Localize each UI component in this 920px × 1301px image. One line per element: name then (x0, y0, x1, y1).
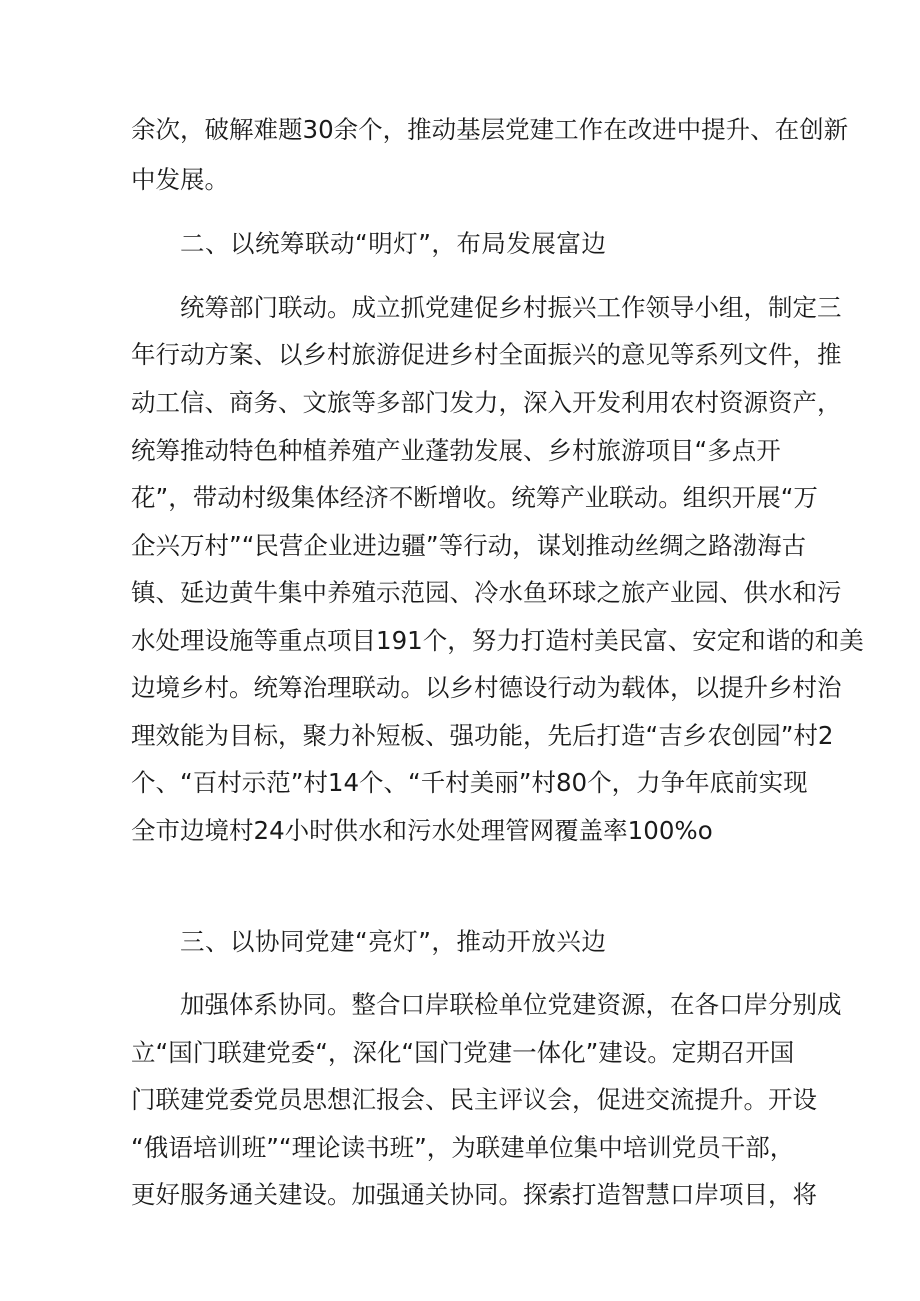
paragraph-line: 边境乡村。统筹治理联动。以乡村德设行动为载体，以提升乡村治 (131, 673, 842, 702)
paragraph-line: 个、“百村示范”村14个、“千村美丽”村80个，力争年底前实现 (131, 768, 808, 797)
paragraph-line: 门联建党委党员思想汇报会、民主评议会，促进交流提升。开设 (131, 1085, 817, 1114)
paragraph-line: 镇、延边黄牛集中养殖示范园、冷水鱼环球之旅产业园、供水和污 (131, 578, 842, 607)
section-heading-2: 二、以统筹联动“明灯”，布局发展富边 (180, 229, 607, 258)
paragraph-line: 加强体系协同。整合口岸联检单位党建资源，在各口岸分别成 (180, 990, 842, 1019)
paragraph-line: 更好服务通关建设。加强通关协同。探索打造智慧口岸项目，将 (131, 1180, 817, 1209)
paragraph-line: 全市边境村24小时供水和污水处理管网覆盖率100%o (131, 816, 713, 845)
paragraph-line: 中发展。 (131, 165, 229, 194)
paragraph-line: 年行动方案、以乡村旅游促进乡村全面振兴的意见等系列文件，推 (131, 340, 842, 369)
paragraph-line: 统筹部门联动。成立抓党建促乡村振兴工作领导小组，制定三 (180, 293, 842, 322)
paragraph-line: 理效能为目标，聚力补短板、强功能，先后打造“吉乡农创园”村2 (131, 721, 834, 750)
paragraph-line: 动工信、商务、文旅等多部门发力，深入开发利用农村资源资产， (131, 388, 842, 417)
paragraph-line: “俄语培训班”“理论读书班”，为联建单位集中培训党员干部， (131, 1133, 795, 1162)
paragraph-line: 水处理设施等重点项目191个，努力打造村美民富、安定和谐的和美 (131, 626, 864, 655)
paragraph-line: 统筹推动特色种植养殖产业蓬勃发展、乡村旅游项目“多点开 (131, 436, 781, 465)
paragraph-line: 立“国门联建党委“，深化“国门党建一体化”建设。定期召开国 (131, 1038, 795, 1067)
paragraph-line: 余次，破解难题30余个，推动基层党建工作在改进中提升、在创新 (131, 115, 849, 144)
paragraph-line: 企兴万村”“民营企业进边疆”等行动，谋划推动丝绸之路渤海古 (131, 531, 807, 560)
section-heading-3: 三、以协同党建“亮灯”，推动开放兴边 (180, 927, 607, 956)
paragraph-line: 花”，带动村级集体经济不断增收。统筹产业联动。组织开展“万 (131, 483, 818, 512)
